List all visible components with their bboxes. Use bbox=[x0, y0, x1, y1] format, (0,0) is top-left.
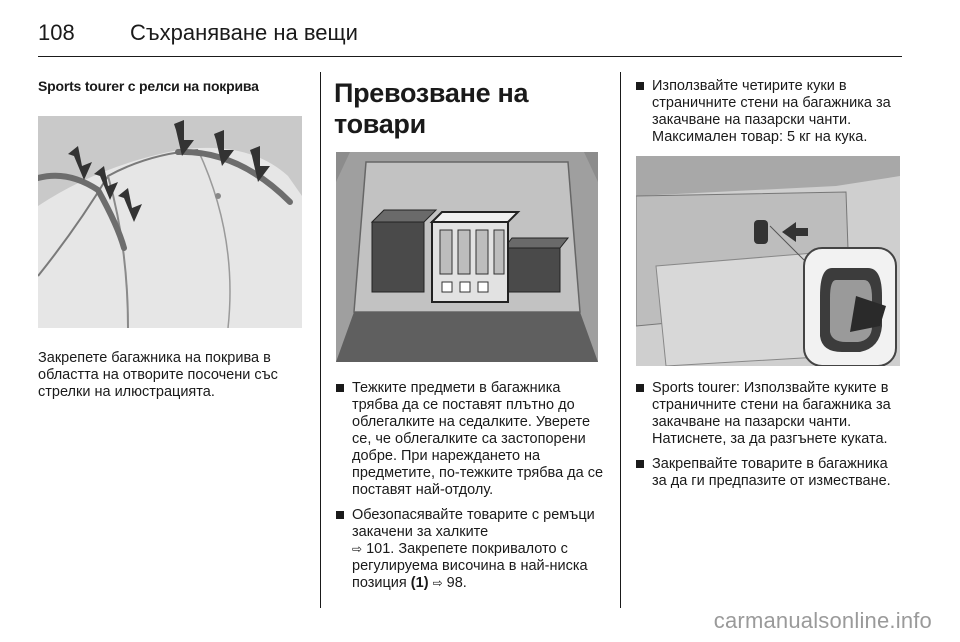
bullet-square-icon bbox=[636, 460, 644, 468]
page-header bbox=[38, 14, 902, 54]
roof-rails-illustration bbox=[38, 116, 302, 328]
column-divider-1 bbox=[320, 72, 321, 608]
bullet-square-icon bbox=[636, 384, 644, 392]
column-divider-2 bbox=[620, 72, 621, 608]
bullet-text: 101. Закрепете покривалото с регулируема височина в най-ниска позиция bbox=[352, 541, 588, 591]
bullet-text: Закрепвайте товарите в багажника за да ги предпазите от изместване. bbox=[652, 456, 891, 489]
right-column bbox=[636, 70, 906, 498]
hook-icon bbox=[754, 220, 768, 244]
middle-column bbox=[336, 70, 606, 600]
bullet-text: Използвайте четирите куки в страничните стени на багажника за закачване на пазарски чанти. Максимален товар: 5 кг на кука. bbox=[652, 78, 891, 145]
page-title: Съхраняване на вещи bbox=[130, 20, 358, 45]
trunk-cargo-drawing bbox=[336, 152, 598, 362]
bullet-square-icon bbox=[336, 384, 344, 392]
list-item bbox=[336, 380, 606, 499]
watermark: carmanualsonline.info bbox=[713, 608, 932, 633]
bullet-text: Обезопасявайте товарите с ремъци закачени за халките bbox=[352, 507, 595, 540]
list-item bbox=[636, 456, 906, 490]
bullet-text: 98. bbox=[446, 575, 467, 591]
list-item bbox=[636, 380, 906, 448]
hooks-bullet-list-2 bbox=[636, 380, 906, 490]
bullet-text: Тежките предмети в багажника трябва да се поставят плътно до облегалките на седалките. Уверете се, че облегалките са застопорени добре. При нареждането на предметите, по-тежките трябва да се поставят най-отдолу. bbox=[352, 380, 604, 498]
trunk-hook-drawing bbox=[636, 156, 900, 366]
bullet-square-icon bbox=[336, 511, 344, 519]
cross-reference-arrow-icon: ⇨ bbox=[432, 576, 443, 590]
cargo-illustration bbox=[336, 152, 598, 362]
cargo-bullet-list bbox=[336, 380, 606, 592]
bullet-square-icon bbox=[636, 82, 644, 90]
list-item bbox=[336, 507, 606, 592]
hooks-bullet-list bbox=[636, 78, 906, 146]
hook-illustration bbox=[636, 156, 900, 366]
bold-reference: (1) bbox=[410, 575, 429, 591]
left-column bbox=[38, 70, 306, 401]
page-number: 108 bbox=[38, 20, 75, 45]
roof-rails-subheading: Sports tourer с релси на покрива bbox=[38, 78, 259, 94]
header-rule bbox=[38, 56, 902, 57]
section-title: Превозване на товари bbox=[334, 78, 529, 139]
list-item bbox=[636, 78, 906, 146]
roof-rails-caption: Закрепете багажника на покрива в областта на отворите посочени със стрелки на илюстрацията. bbox=[38, 350, 278, 400]
car-roof-drawing bbox=[38, 116, 302, 328]
bullet-text: Sports tourer: Използвайте куките в страничните стени на багажника за закачване на пазарски чанти. Натиснете, за да разгънете куката. bbox=[652, 380, 891, 447]
cross-reference-arrow-icon: ⇨ bbox=[352, 542, 363, 556]
